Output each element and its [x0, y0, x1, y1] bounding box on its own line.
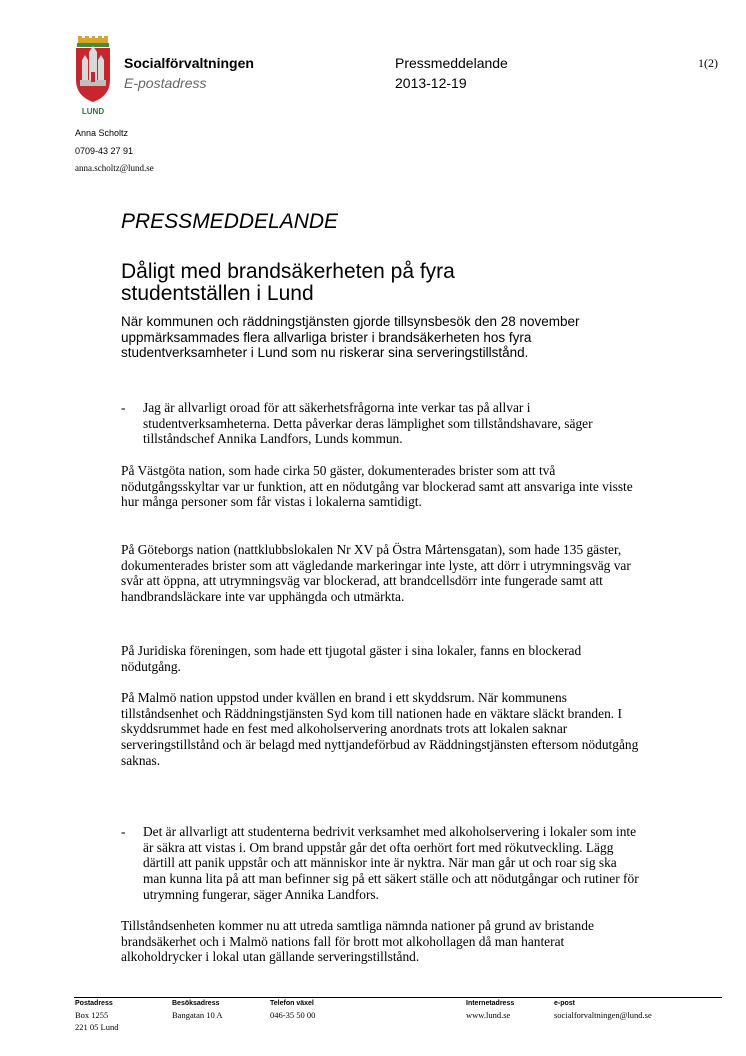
- footer-postadress-line2: 221 05 Lund: [75, 1022, 119, 1032]
- dash-bullet: -: [121, 400, 126, 415]
- lund-coat-of-arms-logo: [74, 36, 112, 116]
- paragraph-goteborgs: På Göteborgs nation (nattklubbslokalen Nr XV på Östra Mårtensgatan), som hade 135 gäster, dokumenterades brister som att vägledande markeringar inte lyste, att dörr i utrymningsväg var svår att öppna, att utrymningsväg var blockerad, att brandcellsdörr inte fungerade samt att handbrandsläckare inte var upphängda och utmärkta.: [121, 542, 631, 605]
- footer-telefon-label: Telefon växel: [270, 1000, 314, 1007]
- logo-text: LUND: [81, 107, 105, 116]
- footer-postadress-label: Postadress: [75, 1000, 113, 1007]
- organization-email-label: E-postadress: [124, 75, 207, 91]
- paragraph-conclusion: Tillståndsenheten kommer nu att utreda samtliga nämnda nationer på grund av bristande brandsäkerhet och i Malmö nations fall för brott mot alkohollagen då man hanterat alkoholdrycker i lokal utan gällande serveringstillstånd.: [121, 918, 594, 965]
- paragraph-juridiska: På Juridiska föreningen, som hade ett tjugotal gäster i sina lokaler, fanns en blockerad nödutgång.: [121, 643, 582, 674]
- contact-name: Anna Scholtz: [75, 128, 129, 138]
- headline: Dåligt med brandsäkerheten på fyra studentställen i Lund: [121, 260, 455, 305]
- contact-email: anna.scholtz@lund.se: [75, 163, 154, 173]
- lead-paragraph: När kommunen och räddningstjänsten gjorde tillsynsbesök den 28 november uppmärksammades flera allvarliga brister i brandsäkerheten hos fyra studentverksamheter i Lund som nu riskerar sina serveringstillstånd.: [121, 314, 580, 361]
- footer-postadress-line1: Box 1255: [75, 1010, 109, 1020]
- footer-besok-value: Bangatan 10 A: [172, 1010, 223, 1020]
- paragraph-vastgota: På Västgöta nation, som hade cirka 50 gäster, dokumenterades brister som att två nödutgångsskyltar var ur funktion, att en nödutgång var blockerad samt att ansvariga inte visste hur många personer som får vistas i lokalerna samtidigt.: [121, 463, 633, 510]
- footer-internet-label: Internetadress: [466, 1000, 515, 1007]
- footer-internet-value[interactable]: www.lund.se: [466, 1010, 511, 1020]
- footer-divider: [74, 997, 722, 998]
- footer-epost-value[interactable]: socialforvaltningen@lund.se: [554, 1010, 652, 1020]
- quote-text-1: Jag är allvarligt oroad för att säkerhetsfrågorna inte verkar tas på allvar i studentverksamheterna. Detta påverkar deras lämplighet som tillståndshavare, säger tillståndschef Annika Landfors, Lunds kommun.: [143, 400, 593, 447]
- page-title: PRESSMEDDELANDE: [121, 210, 339, 233]
- document-type: Pressmeddelande: [395, 55, 508, 71]
- contact-phone: 0709-43 27 91: [75, 146, 134, 156]
- footer-besok-label: Besöksadress: [172, 1000, 220, 1007]
- document-date: 2013-12-19: [395, 75, 467, 91]
- footer-telefon-value: 046-35 50 00: [270, 1010, 316, 1020]
- page-number: 1(2): [698, 56, 718, 70]
- footer-postadress: [75, 1009, 118, 1033]
- dash-bullet: -: [121, 824, 126, 839]
- footer-epost-label: e-post: [554, 1000, 575, 1007]
- paragraph-malmo: På Malmö nation uppstod under kvällen en brand i ett skyddsrum. När kommunens tillståndsenhet och Räddningstjänsten Syd kom till nationen hade en väktare släckt branden. I skyddsrummet hade en fest med alkoholservering anordnats trots att lokalen saknar serveringstillstånd och är belagd med nyttjandeförbud av Räddningstjänsten eftersom nödutgång saknas.: [121, 690, 639, 768]
- quote-text-2: Det är allvarligt att studenterna bedrivit verksamhet med alkoholservering i lokaler som inte är säkra att vistas i. Om brand uppstår går det ofta oerhört fort med rökutveckling. Lägg därtill att panik uppstår och att människor inte är nyktra. När man går ut och roar sig ska man kunna lita på att man befinner sig på ett säkert ställe och att nödutgångar och rutiner för utrymning fungerar, säger Annika Landfors.: [143, 824, 639, 902]
- organization-name: Socialförvaltningen: [124, 55, 254, 71]
